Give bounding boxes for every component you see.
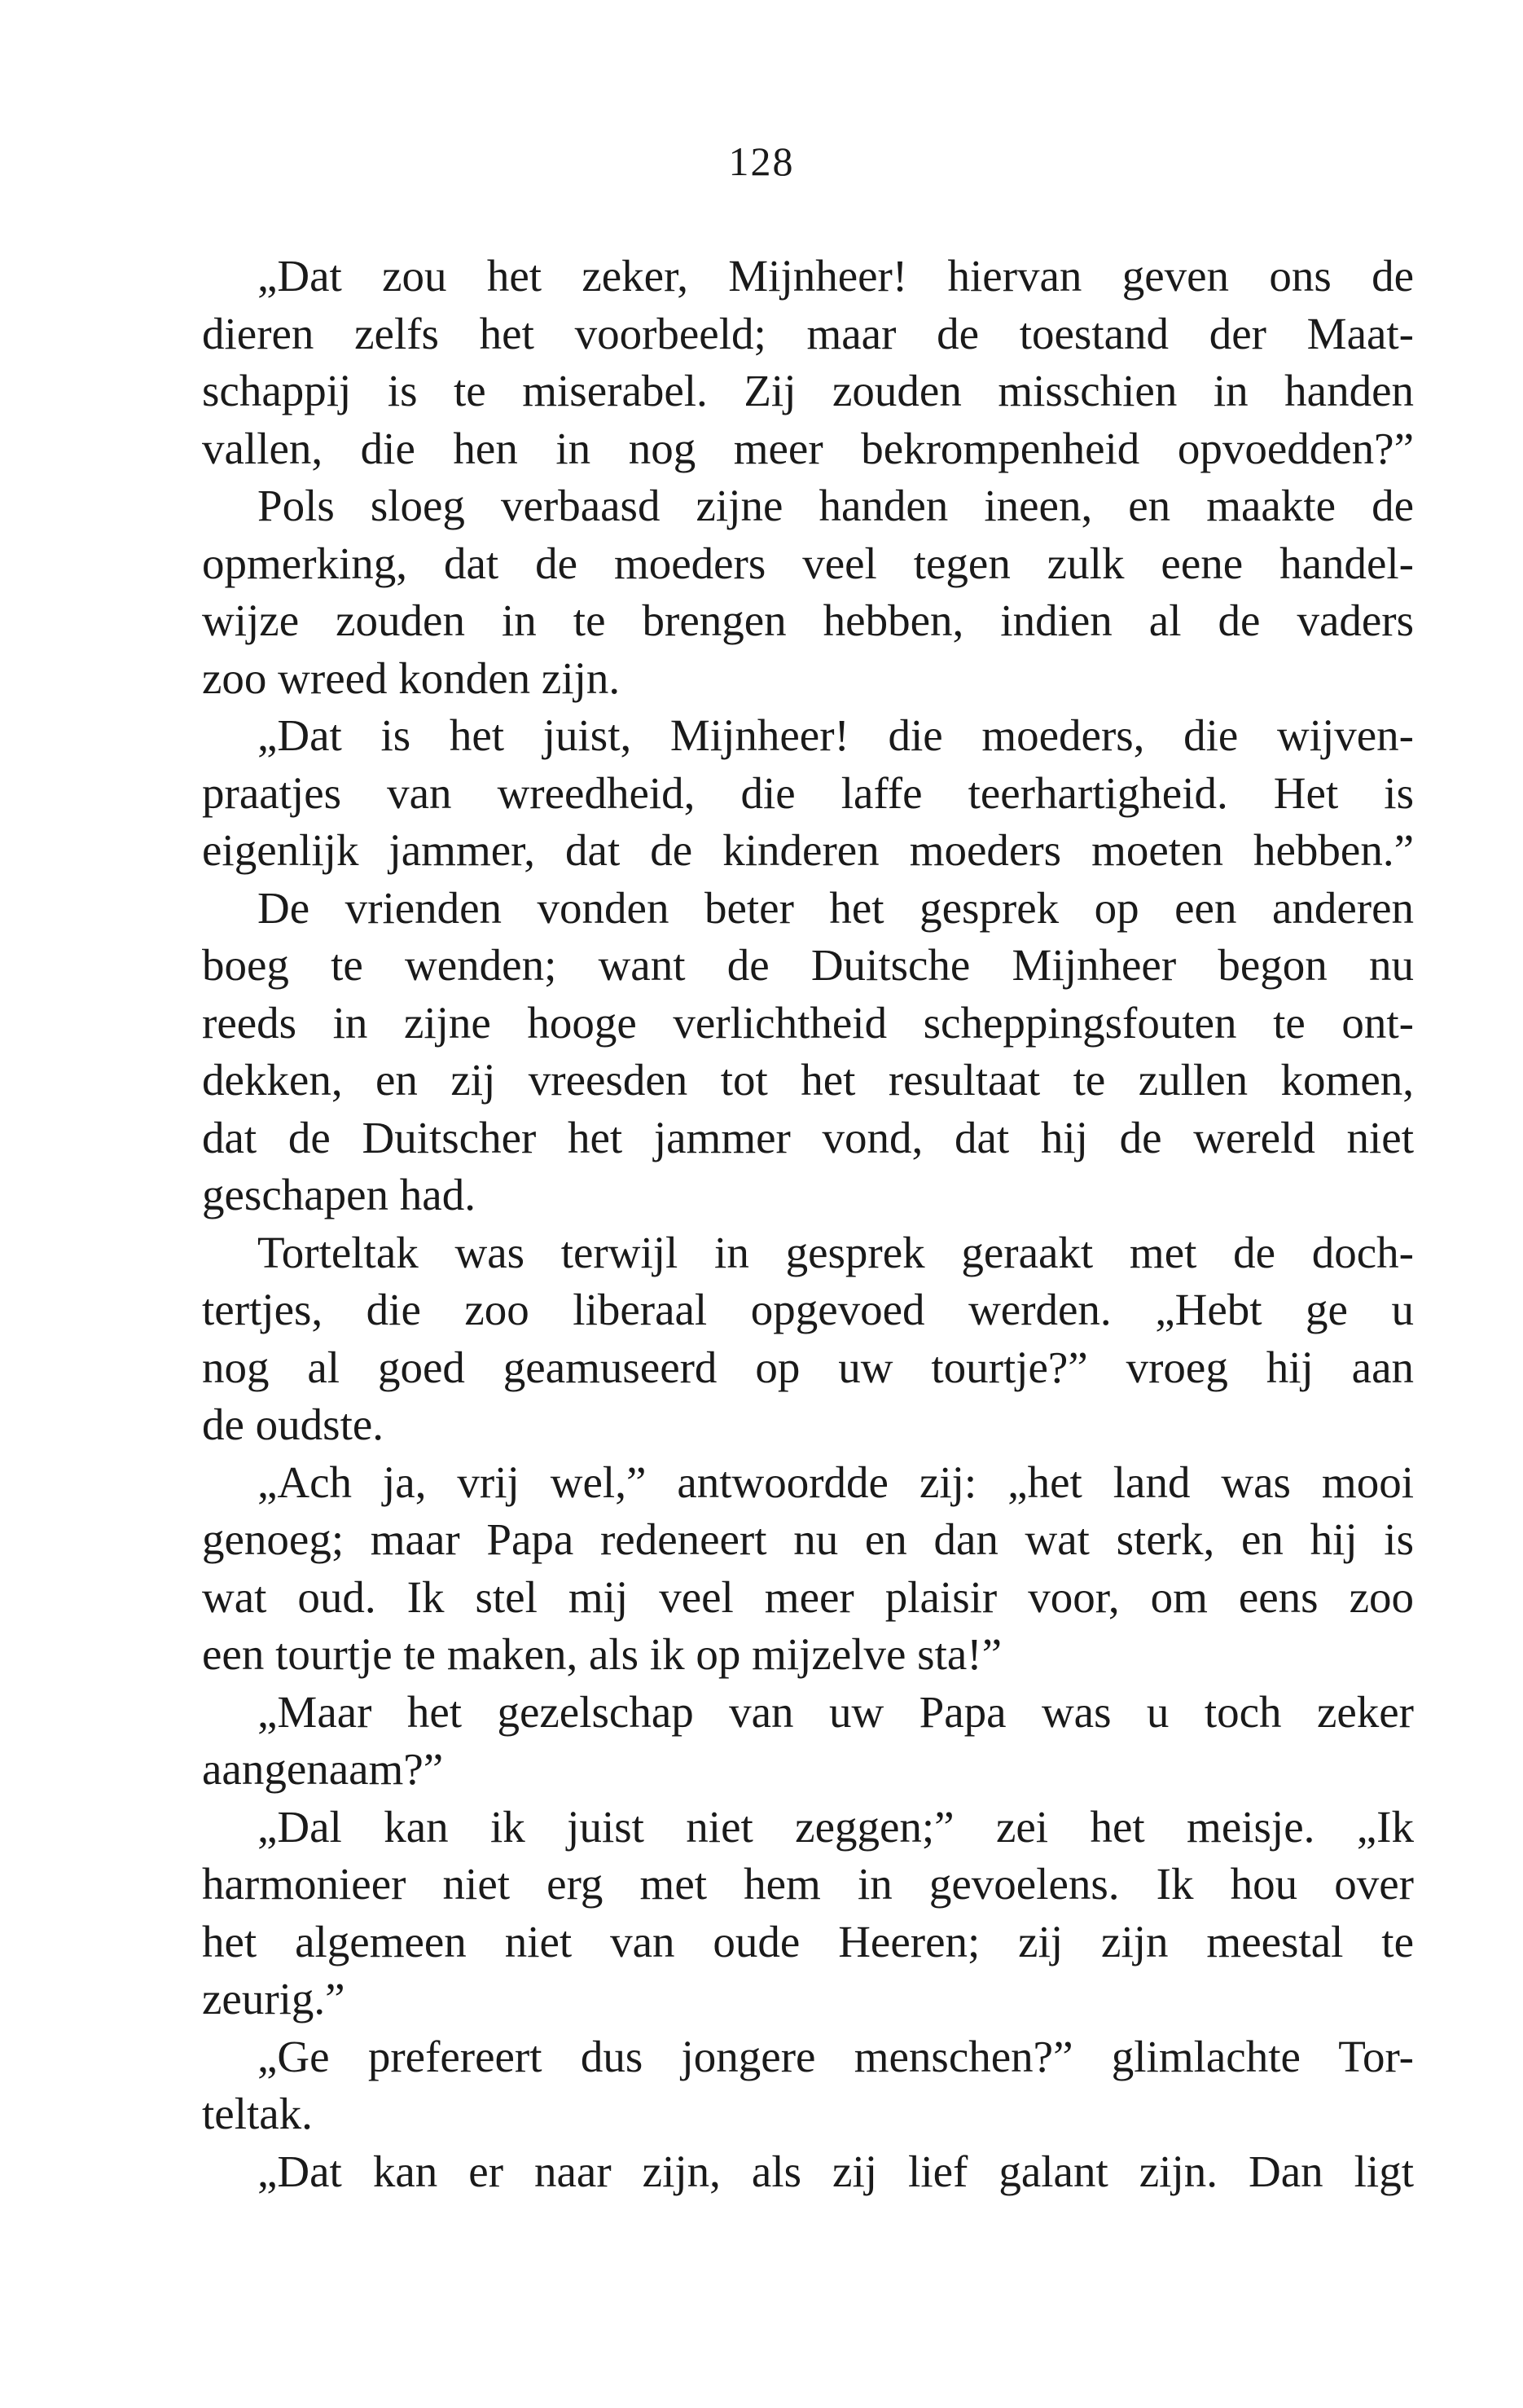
text-line: praatjes van wreedheid, die laffe teerhartigheid. Het is — [202, 767, 1414, 818]
text-line: genoeg; maar Papa redeneert nu en dan wat sterk, en hij is — [202, 1514, 1414, 1564]
text-line: „Dat zou het zeker, Mijnheer! hiervan geven ons de — [257, 251, 1414, 301]
text-line: „Maar het gezelschap van uw Papa was u toch zeker — [257, 1686, 1414, 1737]
text-line: harmonieer niet erg met hem in gevoelens. Ik hou over — [202, 1859, 1414, 1909]
text-line: „Dat kan er naar zijn, als zij lief galant zijn. Dan ligt — [257, 2146, 1414, 2196]
text-line: opmerking, dat de moeders veel tegen zulk eene handel- — [202, 538, 1414, 588]
text-line: wijze zouden in te brengen hebben, indien al de vaders — [202, 595, 1414, 645]
text-line: een tourtje te maken, als ik op mijzelve sta!” — [202, 1629, 1002, 1679]
page-number: 128 — [728, 138, 795, 184]
text-line: teltak. — [202, 2089, 313, 2138]
text-line: „Ach ja, vrij wel,” antwoordde zij: „het land was mooi — [257, 1457, 1414, 1507]
text-line: het algemeen niet van oude Heeren; zij zijn meestal te — [202, 1916, 1414, 1966]
body-text — [202, 248, 1414, 2200]
text-line: nog al goed geamuseerd op uw tourtje?” vroeg hij aan — [202, 1342, 1414, 1392]
text-line: zoo wreed konden zijn. — [202, 653, 621, 703]
text-line: „Dat is het juist, Mijnheer! die moeders, die wijven- — [257, 710, 1414, 760]
text-line: zeurig.” — [202, 1974, 345, 2024]
text-line: geschapen had. — [202, 1170, 476, 1219]
text-line: eigenlijk jammer, dat de kinderen moeders moeten hebben.” — [202, 825, 1414, 875]
text-line: boeg te wenden; want de Duitsche Mijnheer begon nu — [202, 940, 1414, 990]
text-line: dat de Duitscher het jammer vond, dat hij de wereld niet — [202, 1112, 1414, 1162]
text-line: De vrienden vonden beter het gesprek op een anderen — [257, 882, 1414, 933]
text-line: Torteltak was terwijl in gesprek geraakt met de doch- — [257, 1227, 1414, 1277]
text-line: „Ge prefereert dus jongere menschen?” glimlachte Tor- — [257, 2031, 1414, 2081]
text-line: wat oud. Ik stel mij veel meer plaisir voor, om eens zoo — [202, 1571, 1414, 1622]
text-line: aangenaam?” — [202, 1744, 444, 1794]
text-line: dieren zelfs het voorbeeld; maar de toestand der Maat- — [202, 308, 1414, 358]
text-line: vallen, die hen in nog meer bekrompenheid opvoedden?” — [202, 423, 1414, 473]
text-line: de oudste. — [202, 1400, 384, 1449]
text-line: Pols sloeg verbaasd zijne handen ineen, en maakte de — [257, 481, 1414, 530]
text-line: „Dal kan ik juist niet zeggen;” zei het meisje. „Ik — [257, 1801, 1414, 1852]
text-line: schappij is te miserabel. Zij zouden misschien in handen — [202, 366, 1414, 415]
text-line: tertjes, die zoo liberaal opgevoed werden. „Hebt ge u — [202, 1285, 1414, 1334]
text-line: dekken, en zij vreesden tot het resultaat te zullen komen, — [202, 1055, 1414, 1105]
text-line: reeds in zijne hooge verlichtheid scheppingsfouten te ont- — [202, 997, 1414, 1048]
